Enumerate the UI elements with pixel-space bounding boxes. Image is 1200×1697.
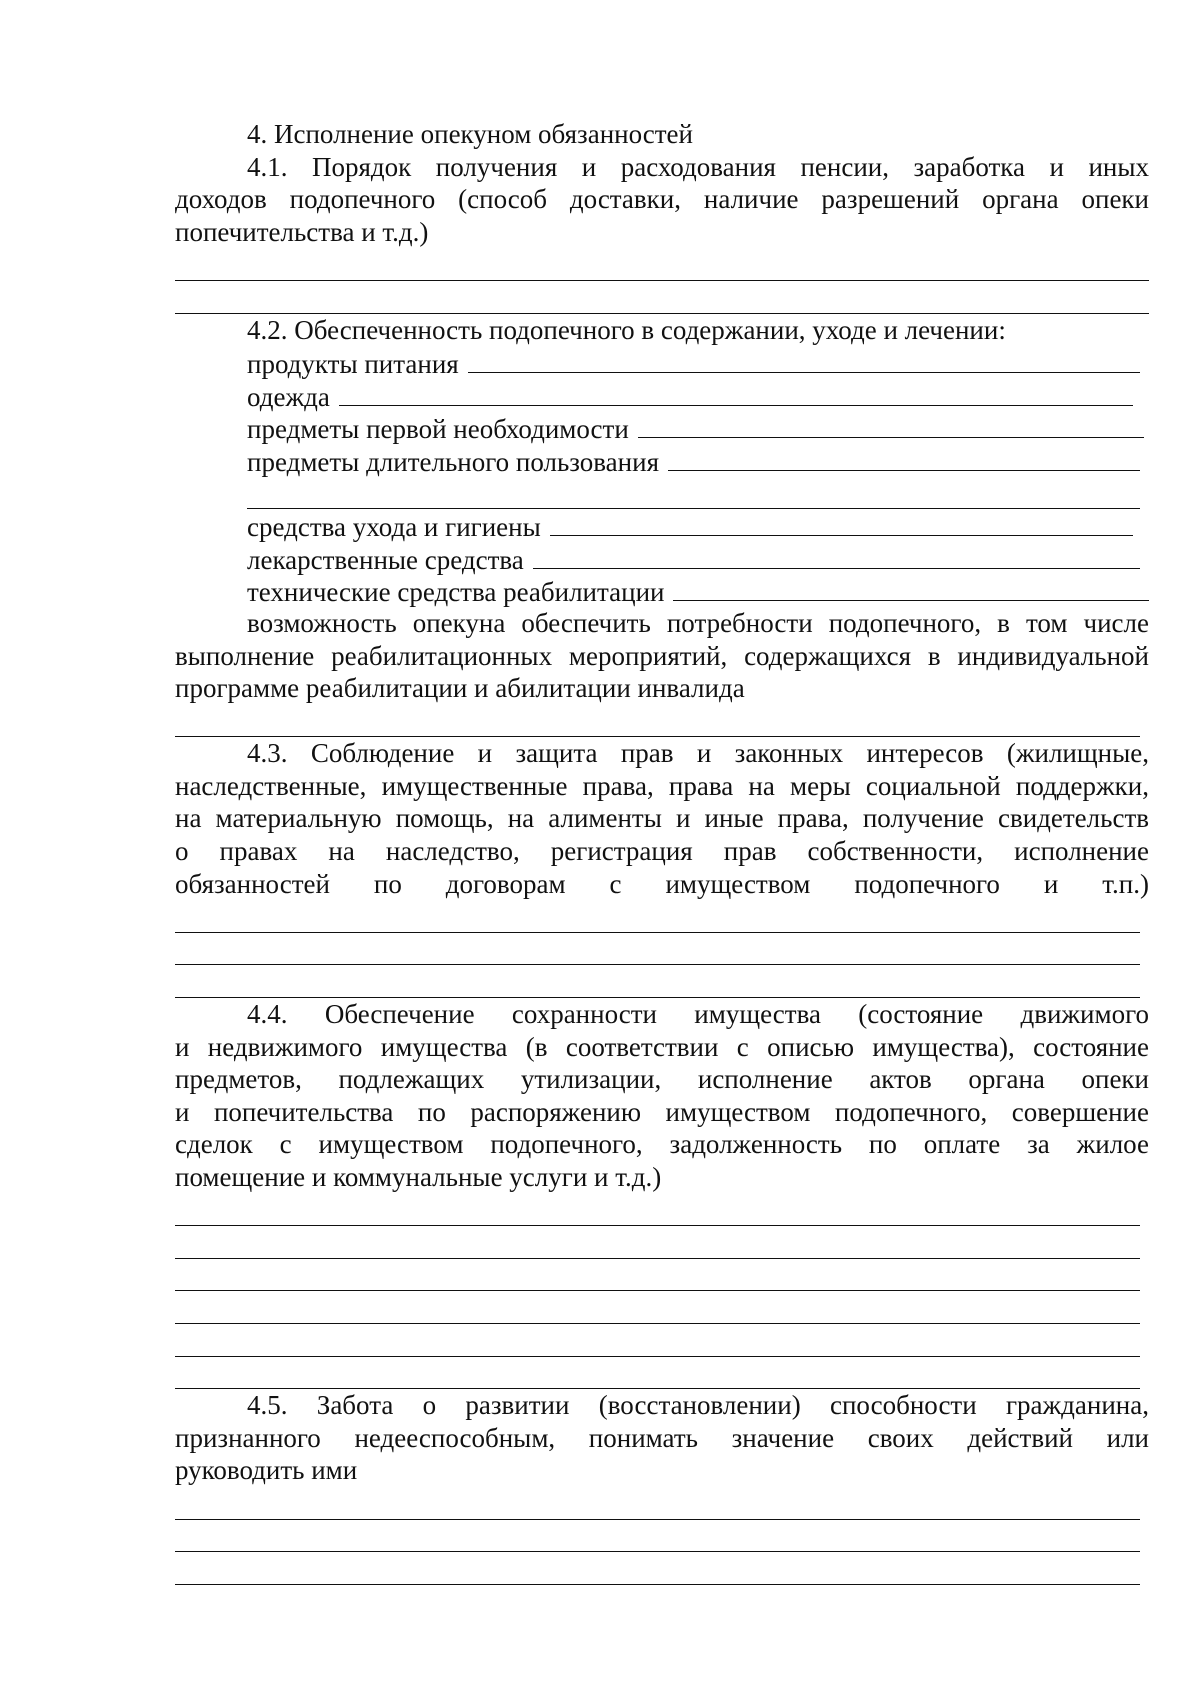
field-label: средства ухода и гигиены [247,512,541,543]
fill-line[interactable] [533,542,1140,569]
blank-answer-line[interactable] [175,1487,1140,1520]
section-heading: 4. Исполнение опекуном обязанностей [247,119,693,149]
field-clothing [175,379,1149,412]
item-4-4-line: 4.4. Обеспечение сохранности имущества (состояние движимого [247,999,1149,1030]
blank-answer-line[interactable] [175,281,1149,314]
section-4 [175,118,1149,1585]
item-4-4-line: и недвижимого имущества (в соответствии с описью имущества), состояние [175,1031,1149,1062]
item-4-2-line: возможность опекуна обеспечить потребности подопечного, в том числе [247,607,1149,638]
item-4-4-line: и попечительства по распоряжению имуществом подопечного, совершение [175,1096,1149,1127]
item-4-3-line: о правах на наследство, регистрация прав собственности, исполнение [175,836,1149,867]
field-label: одежда [247,381,330,412]
fill-line[interactable] [668,444,1140,471]
item-4-1-line: доходов подопечного (способ доставки, наличие разрешений органа опеки [175,184,1149,215]
item-4-2-line: программе реабилитации и абилитации инвалида [175,673,745,704]
fill-line[interactable] [550,509,1133,536]
blank-answer-line[interactable] [175,1291,1140,1324]
field-food [175,346,1149,379]
fill-line[interactable] [468,346,1140,373]
fill-line[interactable] [638,411,1144,438]
blank-answer-line[interactable] [175,900,1140,933]
item-4-4-line: сделок с имуществом подопечного, задолженность по оплате за жилое [175,1129,1149,1160]
item-4-5-line: 4.5. Забота о развитии (восстановлении) способности гражданина, [247,1390,1149,1421]
blank-answer-line[interactable] [175,1194,1140,1227]
item-4-3-line: обязанностей по договорам с имуществом подопечного и т.п.) [175,868,1149,899]
field-medicine [175,542,1149,575]
item-4-5-line: признанного недееспособным, понимать значение своих действий или [175,1422,1149,1453]
field-hygiene [175,509,1149,542]
blank-answer-line[interactable] [175,1324,1140,1357]
blank-answer-line[interactable] [175,1520,1140,1553]
field-label: продукты питания [247,349,459,380]
blank-answer-line[interactable] [175,1226,1140,1259]
item-4-1-line: 4.1. Порядок получения и расходования пенсии, заработка и иных [247,151,1149,182]
item-4-1-line: попечительства и т.д.) [175,216,429,247]
item-4-3-line: на материальную помощь, на алименты и иные права, получение свидетельств [175,803,1149,834]
blank-answer-line[interactable] [175,705,1140,738]
field-label: предметы первой необходимости [247,414,629,445]
blank-answer-line[interactable] [175,965,1140,998]
field-rehab-equipment [175,574,1149,607]
item-4-4-line: предметов, подлежащих утилизации, исполнение актов органа опеки [175,1064,1149,1095]
field-essentials [175,411,1149,444]
field-label: технические средства реабилитации [247,577,665,608]
fill-line[interactable] [673,574,1149,601]
field-label: лекарственные средства [247,544,524,575]
item-4-2-line: выполнение реабилитационных мероприятий, содержащихся в индивидуальной [175,640,1149,671]
blank-answer-line[interactable] [175,933,1140,966]
item-4-4-line: помещение и коммунальные услуги и т.д.) [175,1162,662,1192]
field-label: предметы длительного пользования [247,446,659,477]
blank-answer-line[interactable] [175,1259,1140,1292]
blank-answer-line[interactable] [175,1357,1140,1390]
blank-answer-line[interactable] [247,477,1140,510]
blank-answer-line[interactable] [175,1552,1140,1585]
fill-line[interactable] [339,379,1133,406]
item-4-3-line: наследственные, имущественные права, права на меры социальной поддержки, [175,770,1149,801]
blank-answer-line[interactable] [175,248,1149,281]
field-durable-items [175,444,1149,477]
item-4-2-title: 4.2. Обеспеченность подопечного в содержании, уходе и лечении: [247,314,1006,345]
item-4-3-line: 4.3. Соблюдение и защита прав и законных интересов (жилищные, [247,738,1149,769]
item-4-5-line: руководить ими [175,1455,358,1486]
